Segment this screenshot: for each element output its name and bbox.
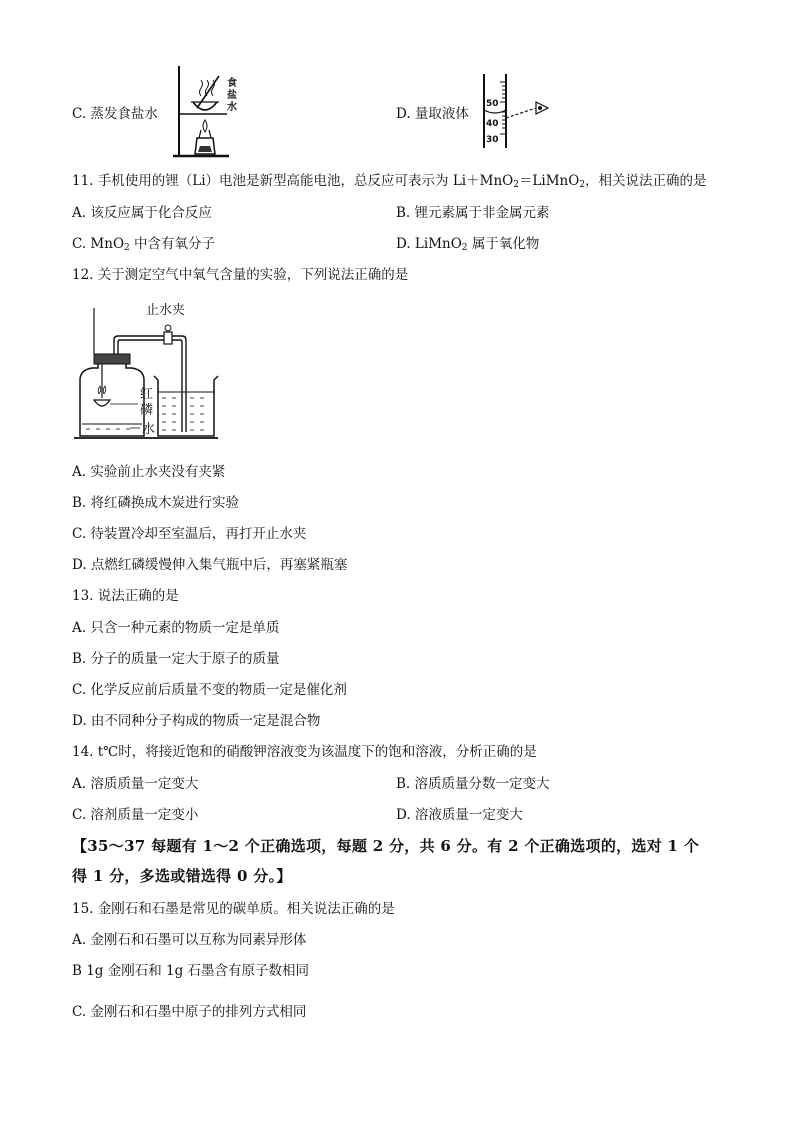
fig-water-label: 水 <box>142 422 156 437</box>
fig-d-tick-50: 50 <box>486 99 499 109</box>
q12-option-b: B. 将红磷换成木炭进行实验 <box>72 495 240 511</box>
q11-option-c: C. MnO$_2$ 中含有氧分子 <box>72 236 216 253</box>
q13-option-c: C. 化学反应前后质量不变的物质一定是催化剂 <box>72 682 347 698</box>
q10-option-d: D. 量取液体 <box>396 106 469 122</box>
q10-option-c: C. 蒸发食盐水 <box>72 106 158 122</box>
q11-option-a: A. 该反应属于化合反应 <box>72 205 212 221</box>
q11-option-d: D. LiMnO$_2$ 属于氧化物 <box>396 236 540 253</box>
q14-option-b: B. 溶质质量分数一定变大 <box>396 776 550 792</box>
q13-option-b: B. 分子的质量一定大于原子的质量 <box>72 651 280 667</box>
q15-option-c: C. 金刚石和石墨中原子的排列方式相同 <box>72 1004 307 1020</box>
q13-option-d: D. 由不同种分子构成的物质一定是混合物 <box>72 713 321 729</box>
fig-red-label-1: 红 <box>140 387 154 402</box>
fig-red-label-2: 磷 <box>140 403 154 418</box>
q14-option-a: A. 溶质质量一定变大 <box>72 776 199 792</box>
fig-d-tick-40: 40 <box>486 119 499 129</box>
fig-d-tick-30: 30 <box>486 135 499 145</box>
q11-stem: 11. 手机使用的锂（Li）电池是新型高能电池，总反应可表示为 Li＋MnO$_2$＝LiMnO$_2$，相关说法正确的是 <box>72 173 707 190</box>
q15-option-b: B 1g 金刚石和 1g 石墨含有原子数相同 <box>72 963 310 979</box>
q12-option-c: C. 待装置冷却至室温后，再打开止水夹 <box>72 526 307 542</box>
q12-option-a: A. 实验前止水夹没有夹紧 <box>72 464 226 480</box>
section-instruction-line1: 【35～37 每题有 1～2 个正确选项，每题 2 分，共 6 分。有 2 个正确选项的，选对 1 个 <box>72 837 700 855</box>
q14-stem: 14. t℃时，将接近饱和的硝酸钾溶液变为该温度下的饱和溶液，分析正确的是 <box>72 744 537 760</box>
q11-option-b: B. 锂元素属于非金属元素 <box>396 205 550 221</box>
q15-option-a: A. 金刚石和石墨可以互称为同素异形体 <box>72 932 307 948</box>
q15-stem: 15. 金刚石和石墨是常见的碳单质。相关说法正确的是 <box>72 901 395 917</box>
section-instruction-line2: 得 1 分，多选或错选得 0 分。】 <box>72 867 292 885</box>
q14-option-c: C. 溶剂质量一定变小 <box>72 807 199 823</box>
evaporation-apparatus-figure <box>165 62 245 162</box>
fig-c-label-1: 食 <box>227 78 237 89</box>
q14-option-d: D. 溶液质量一定变大 <box>396 807 523 823</box>
q13-stem: 13. 说法正确的是 <box>72 588 179 604</box>
q12-stem: 12. 关于测定空气中氧气含量的实验，下列说法正确的是 <box>72 267 409 283</box>
oxygen-experiment-figure <box>70 300 230 442</box>
fig-clamp-label: 止水夹 <box>146 303 186 318</box>
q13-option-a: A. 只含一种元素的物质一定是单质 <box>72 620 280 636</box>
graduated-cylinder-figure <box>478 72 558 152</box>
fig-c-label-3: 水 <box>227 102 237 113</box>
q12-option-d: D. 点燃红磷缓慢伸入集气瓶中后，再塞紧瓶塞 <box>72 557 348 573</box>
fig-c-label-2: 盐 <box>227 90 237 101</box>
